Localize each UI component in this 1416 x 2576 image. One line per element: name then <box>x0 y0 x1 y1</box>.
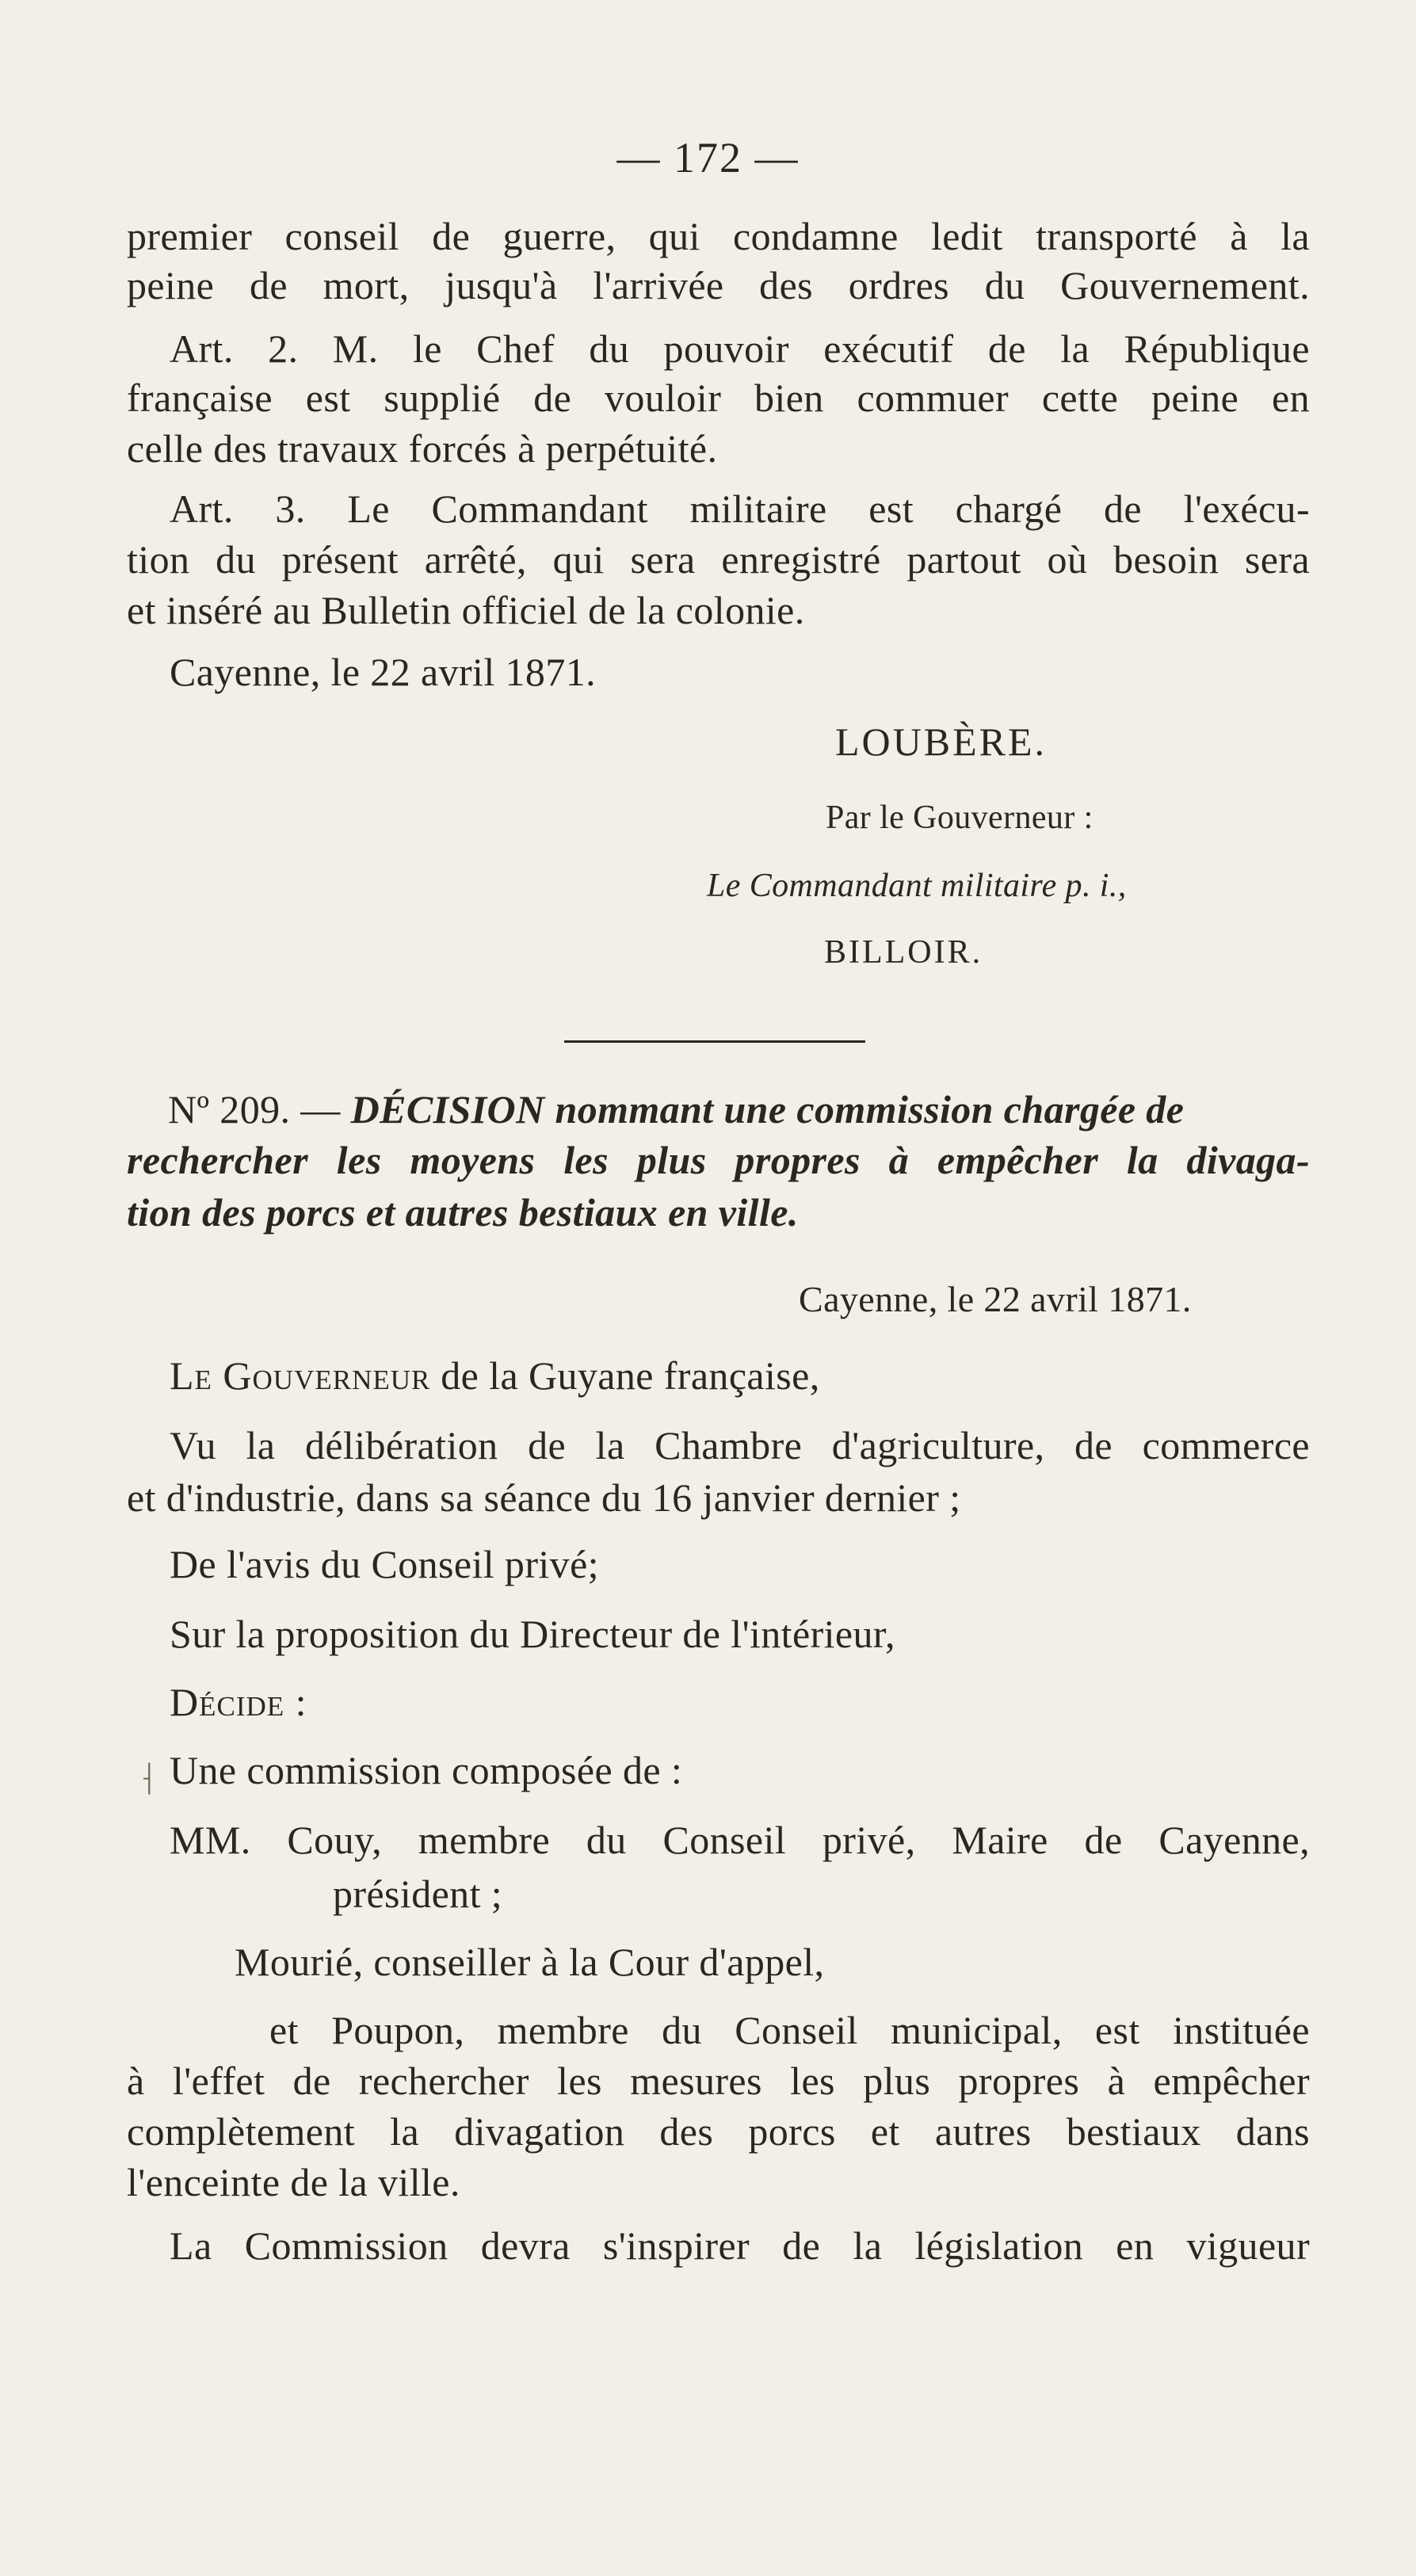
member-3-line-3: complètement la divagation des porcs et autres bestiaux dans <box>127 2109 1310 2154</box>
member-3-line-2: à l'effet de rechercher les mesures les plus propres à empêcher <box>127 2059 1310 2103</box>
member-1-line-1: MM. Couy, membre du Conseil privé, Maire de Cayenne, <box>170 1818 1310 1862</box>
member-3-line-4: l'enceinte de la ville. <box>127 2160 460 2204</box>
commandant-title: Le Commandant militaire p. i., <box>707 868 1127 904</box>
decision-number: Nº 209. — <box>168 1087 341 1132</box>
decision-title-rest: nommant une commission chargée de <box>555 1087 1185 1132</box>
place-date: Cayenne, le 22 avril 1871. <box>170 650 597 694</box>
signer-name: LOUBÈRE. <box>835 719 1048 764</box>
body-line-6: Art. 3. Le Commandant militaire est chargé de l'exécu- <box>170 487 1310 531</box>
vu-line-1: Vu la délibération de la Chambre d'agriculture, de commerce <box>170 1423 1310 1467</box>
decide-label: Décide : <box>170 1680 307 1724</box>
body-line-1: premier conseil de guerre, qui condamne ledit transporté à la <box>127 214 1310 258</box>
member-2: Mourié, conseiller à la Cour d'appel, <box>235 1940 825 1984</box>
vu-line-2: et d'industrie, dans sa séance du 16 janvier dernier ; <box>127 1475 961 1520</box>
par-le-gouverneur: Par le Gouverneur : <box>826 800 1093 836</box>
member-1-line-2: président ; <box>333 1872 503 1916</box>
body-line-2: peine de mort, jusqu'à l'arrivée des ordres du Gouvernement. <box>127 263 1310 307</box>
body-line-3: Art. 2. M. le Chef du pouvoir exécutif de la République <box>170 326 1310 371</box>
section-divider <box>564 1040 865 1043</box>
body-line-5: celle des travaux forcés à perpétuité. <box>127 426 718 471</box>
body-line-8: et inséré au Bulletin officiel de la colonie. <box>127 588 805 632</box>
gouverneur-label: Le Gouverneur <box>170 1353 431 1398</box>
member-3-line-1: et Poupon, membre du Conseil municipal, est instituée <box>269 2008 1310 2052</box>
final-line: La Commission devra s'inspirer de la législation en vigueur <box>170 2223 1310 2268</box>
body-line-7: tion du présent arrêté, qui sera enregistré partout où besoin sera <box>127 537 1310 582</box>
avis-line: De l'avis du Conseil privé; <box>170 1542 599 1586</box>
margin-mark: ⸡ <box>138 1758 156 1794</box>
decision-title-line-1 <box>168 1086 1184 1133</box>
gouverneur-line <box>170 1352 820 1399</box>
decision-date: Cayenne, le 22 avril 1871. <box>799 1279 1192 1319</box>
decision-title-line-3: tion des porcs et autres bestiaux en ville. <box>127 1190 799 1235</box>
decision-title-line-2: rechercher les moyens les plus propres à empêcher la divaga- <box>127 1138 1310 1182</box>
countersigner-name: BILLOIR. <box>824 934 983 971</box>
gouverneur-rest: de la Guyane française, <box>441 1353 820 1398</box>
commission-intro: Une commission composée de : <box>170 1748 683 1792</box>
decision-word: DÉCISION <box>350 1087 545 1132</box>
proposition-line: Sur la proposition du Directeur de l'intérieur, <box>170 1612 895 1656</box>
page-number-header: — 172 — <box>616 134 800 181</box>
body-line-4: française est supplié de vouloir bien commuer cette peine en <box>127 376 1310 420</box>
